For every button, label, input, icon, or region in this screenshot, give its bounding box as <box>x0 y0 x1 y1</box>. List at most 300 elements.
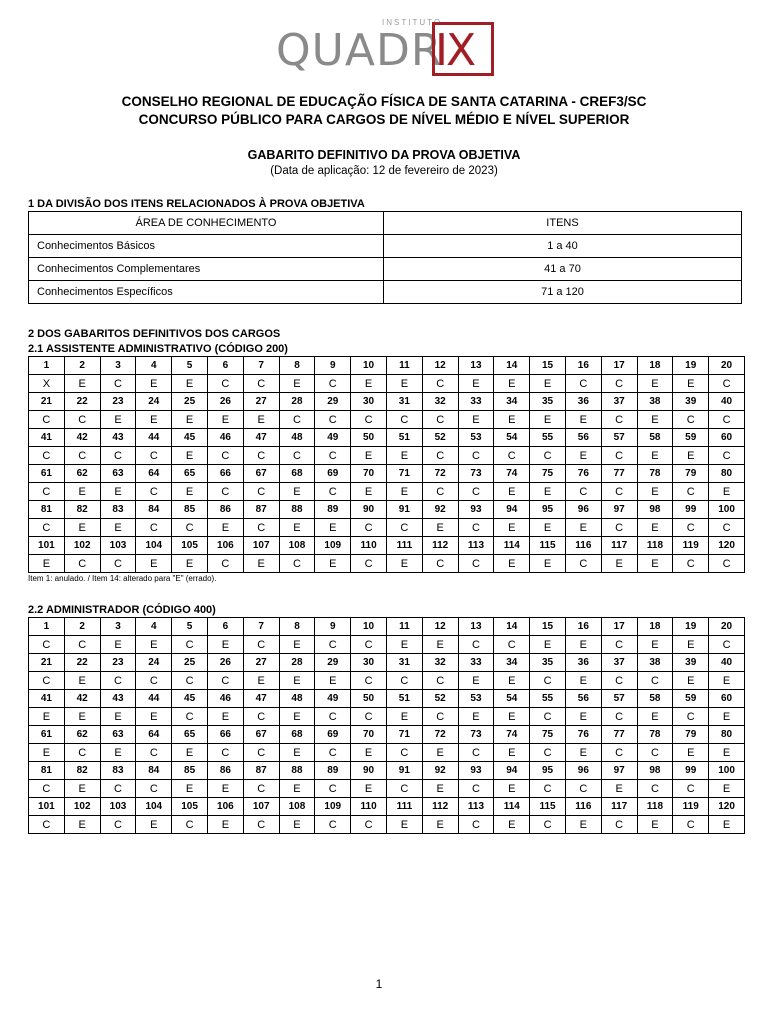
item-number: 103 <box>100 537 136 555</box>
answer-cell: E <box>530 375 566 393</box>
answer-cell: C <box>709 375 745 393</box>
answer-cell: C <box>386 411 422 429</box>
logo-quadr-text: QUADR <box>276 25 443 76</box>
answer-cell: C <box>458 816 494 834</box>
item-number: 1 <box>29 357 65 375</box>
item-number: 51 <box>386 429 422 447</box>
item-number: 3 <box>100 618 136 636</box>
item-number: 22 <box>64 654 100 672</box>
answer-cell: C <box>207 447 243 465</box>
answer-cell: E <box>673 636 709 654</box>
answer-cell: C <box>458 483 494 501</box>
answer-cell: E <box>458 672 494 690</box>
item-number: 25 <box>172 654 208 672</box>
itens-cell: 71 a 120 <box>384 281 742 304</box>
answer-cell: E <box>207 780 243 798</box>
item-number-row <box>29 393 745 411</box>
answer-cell: C <box>172 519 208 537</box>
answer-cell: E <box>458 708 494 726</box>
answer-cell: E <box>637 411 673 429</box>
item-number: 71 <box>386 465 422 483</box>
answer-cell: E <box>709 483 745 501</box>
item-number: 60 <box>709 429 745 447</box>
answer-row <box>29 519 745 537</box>
answer-cell: E <box>100 708 136 726</box>
answer-cell: E <box>29 744 65 762</box>
answer-cell: C <box>351 636 387 654</box>
answer-row <box>29 816 745 834</box>
item-number-row <box>29 501 745 519</box>
item-number: 90 <box>351 762 387 780</box>
item-number: 63 <box>100 726 136 744</box>
answer-cell: C <box>279 411 315 429</box>
item-number: 19 <box>673 618 709 636</box>
item-number: 82 <box>64 762 100 780</box>
answer-cell: C <box>100 672 136 690</box>
item-number: 105 <box>172 798 208 816</box>
answer-cell: C <box>565 375 601 393</box>
answer-cell: C <box>422 555 458 573</box>
item-number: 40 <box>709 654 745 672</box>
item-number: 66 <box>207 465 243 483</box>
answer-cell: E <box>136 411 172 429</box>
answer-cell: C <box>351 411 387 429</box>
item-number: 60 <box>709 690 745 708</box>
item-number: 13 <box>458 357 494 375</box>
area-cell: Conhecimentos Básicos <box>29 235 384 258</box>
item-number: 54 <box>494 690 530 708</box>
item-number: 5 <box>172 618 208 636</box>
item-number: 4 <box>136 618 172 636</box>
header-itens: ITENS <box>384 212 742 235</box>
item-number: 17 <box>601 618 637 636</box>
answer-cell: E <box>243 555 279 573</box>
answer-cell: C <box>601 636 637 654</box>
answer-cell: C <box>243 744 279 762</box>
answer-cell: C <box>601 744 637 762</box>
item-number: 112 <box>422 798 458 816</box>
answer-cell: E <box>601 555 637 573</box>
answer-cell: C <box>64 744 100 762</box>
item-number: 107 <box>243 798 279 816</box>
item-number: 27 <box>243 654 279 672</box>
answer-cell: C <box>458 780 494 798</box>
answer-cell: E <box>494 816 530 834</box>
answer-cell: E <box>709 816 745 834</box>
answer-cell: C <box>601 519 637 537</box>
item-number: 68 <box>279 726 315 744</box>
answer-cell: C <box>315 483 351 501</box>
answer-cell: C <box>673 519 709 537</box>
item-number: 93 <box>458 501 494 519</box>
answer-cell: C <box>172 816 208 834</box>
answer-cell: C <box>279 555 315 573</box>
table-row <box>29 258 742 281</box>
answer-cell: E <box>422 816 458 834</box>
item-number: 24 <box>136 393 172 411</box>
answer-cell: E <box>243 672 279 690</box>
item-number: 36 <box>565 654 601 672</box>
item-number: 70 <box>351 465 387 483</box>
item-number: 39 <box>673 654 709 672</box>
item-number: 104 <box>136 798 172 816</box>
itens-cell: 1 a 40 <box>384 235 742 258</box>
item-number: 62 <box>64 726 100 744</box>
answer-cell: C <box>243 636 279 654</box>
answer-cell: E <box>172 555 208 573</box>
item-number: 95 <box>530 762 566 780</box>
item-number: 50 <box>351 690 387 708</box>
answer-cell: E <box>172 780 208 798</box>
answer-cell: C <box>530 708 566 726</box>
item-number: 11 <box>386 618 422 636</box>
answer-cell: C <box>29 411 65 429</box>
quadrix-logo <box>276 18 496 76</box>
answer-cell: C <box>315 780 351 798</box>
answer-cell: C <box>565 555 601 573</box>
area-cell: Conhecimentos Específicos <box>29 281 384 304</box>
item-number: 33 <box>458 393 494 411</box>
answer-cell: C <box>29 447 65 465</box>
answer-cell: E <box>422 780 458 798</box>
item-number: 17 <box>601 357 637 375</box>
answer-cell: E <box>64 375 100 393</box>
answer-cell: E <box>530 483 566 501</box>
answer-cell: E <box>565 411 601 429</box>
answer-cell: E <box>673 672 709 690</box>
item-number: 114 <box>494 537 530 555</box>
item-number: 88 <box>279 501 315 519</box>
item-number: 15 <box>530 357 566 375</box>
answer-cell: C <box>709 411 745 429</box>
answer-cell: E <box>100 411 136 429</box>
item-number: 89 <box>315 501 351 519</box>
item-number: 44 <box>136 429 172 447</box>
answer-cell: E <box>279 375 315 393</box>
answer-cell: C <box>172 636 208 654</box>
answer-cell: C <box>136 483 172 501</box>
answer-cell: C <box>100 816 136 834</box>
item-number: 119 <box>673 798 709 816</box>
answer-cell: C <box>494 636 530 654</box>
answer-cell: E <box>494 780 530 798</box>
item-number: 118 <box>637 798 673 816</box>
answer-cell: C <box>29 636 65 654</box>
item-number: 26 <box>207 393 243 411</box>
answer-row <box>29 636 745 654</box>
item-number: 19 <box>673 357 709 375</box>
answer-cell: E <box>29 708 65 726</box>
item-number: 120 <box>709 798 745 816</box>
answer-cell: C <box>64 555 100 573</box>
item-number: 99 <box>673 762 709 780</box>
item-number: 115 <box>530 798 566 816</box>
item-number: 47 <box>243 690 279 708</box>
item-number: 48 <box>279 429 315 447</box>
item-number-row <box>29 465 745 483</box>
answer-cell: E <box>565 672 601 690</box>
answer-cell: C <box>315 411 351 429</box>
item-number: 41 <box>29 429 65 447</box>
item-number: 16 <box>565 357 601 375</box>
item-number: 13 <box>458 618 494 636</box>
item-number: 57 <box>601 429 637 447</box>
answer-row <box>29 483 745 501</box>
answer-cell: E <box>386 483 422 501</box>
answer-cell: C <box>386 744 422 762</box>
answer-row <box>29 672 745 690</box>
item-number: 14 <box>494 618 530 636</box>
answer-cell: C <box>386 519 422 537</box>
item-number: 67 <box>243 726 279 744</box>
item-number: 94 <box>494 762 530 780</box>
table-row <box>29 235 742 258</box>
answer-cell: E <box>100 483 136 501</box>
item-number: 56 <box>565 690 601 708</box>
item-number: 73 <box>458 465 494 483</box>
answer-cell: E <box>494 375 530 393</box>
item-number: 42 <box>64 429 100 447</box>
answer-cell: E <box>709 744 745 762</box>
answer-cell: E <box>494 672 530 690</box>
item-number: 102 <box>64 537 100 555</box>
cargo-1-title: 2.1 ASSISTENTE ADMINISTRATIVO (CÓDIGO 200) <box>28 343 288 355</box>
answer-cell: C <box>315 816 351 834</box>
answer-cell: C <box>601 708 637 726</box>
answer-cell: C <box>565 780 601 798</box>
knowledge-area-table <box>28 211 742 304</box>
answer-cell: C <box>422 708 458 726</box>
item-number: 7 <box>243 357 279 375</box>
item-number: 29 <box>315 654 351 672</box>
item-number: 92 <box>422 501 458 519</box>
answer-cell: C <box>351 519 387 537</box>
item-number: 31 <box>386 393 422 411</box>
item-number: 77 <box>601 726 637 744</box>
item-number: 57 <box>601 690 637 708</box>
logo-ix-text: IX <box>435 25 475 76</box>
answer-cell: C <box>243 816 279 834</box>
item-number: 39 <box>673 393 709 411</box>
item-number: 69 <box>315 726 351 744</box>
item-number: 75 <box>530 726 566 744</box>
answer-cell: E <box>637 447 673 465</box>
item-number: 18 <box>637 357 673 375</box>
item-number: 27 <box>243 393 279 411</box>
answer-cell: C <box>709 519 745 537</box>
item-number: 42 <box>64 690 100 708</box>
answer-cell: E <box>315 555 351 573</box>
item-number: 1 <box>29 618 65 636</box>
item-number: 8 <box>279 618 315 636</box>
item-number: 117 <box>601 798 637 816</box>
area-cell: Conhecimentos Complementares <box>29 258 384 281</box>
answer-row <box>29 411 745 429</box>
item-number: 35 <box>530 393 566 411</box>
header-line-1: CONSELHO REGIONAL DE EDUCAÇÃO FÍSICA DE SANTA CATARINA - CREF3/SC <box>121 94 647 109</box>
item-number: 91 <box>386 501 422 519</box>
answer-cell: E <box>565 447 601 465</box>
item-number: 119 <box>673 537 709 555</box>
item-number: 111 <box>386 537 422 555</box>
answer-cell: C <box>601 816 637 834</box>
answer-cell: C <box>207 555 243 573</box>
item-number: 97 <box>601 762 637 780</box>
answer-cell: E <box>422 636 458 654</box>
item-number: 101 <box>29 798 65 816</box>
answer-cell: E <box>637 555 673 573</box>
item-number: 49 <box>315 690 351 708</box>
answer-cell: C <box>100 780 136 798</box>
item-number: 65 <box>172 465 208 483</box>
answer-cell: E <box>386 708 422 726</box>
answer-cell: E <box>64 519 100 537</box>
item-number: 117 <box>601 537 637 555</box>
answer-cell: C <box>136 672 172 690</box>
answer-cell: C <box>601 411 637 429</box>
item-number: 108 <box>279 537 315 555</box>
answer-cell: E <box>315 519 351 537</box>
item-number: 82 <box>64 501 100 519</box>
item-number: 113 <box>458 537 494 555</box>
answer-cell: C <box>207 375 243 393</box>
answer-cell: E <box>494 411 530 429</box>
item-number: 53 <box>458 690 494 708</box>
answer-cell: E <box>601 780 637 798</box>
item-number: 43 <box>100 429 136 447</box>
item-number: 85 <box>172 501 208 519</box>
answer-cell: C <box>458 636 494 654</box>
answer-cell: E <box>172 411 208 429</box>
item-number: 77 <box>601 465 637 483</box>
item-number: 38 <box>637 654 673 672</box>
item-number: 98 <box>637 501 673 519</box>
item-number: 55 <box>530 690 566 708</box>
answer-cell: C <box>386 672 422 690</box>
answer-cell: E <box>565 519 601 537</box>
item-number: 20 <box>709 618 745 636</box>
item-number: 115 <box>530 537 566 555</box>
item-number: 92 <box>422 762 458 780</box>
item-number: 110 <box>351 798 387 816</box>
answer-cell: E <box>565 636 601 654</box>
item-number: 52 <box>422 429 458 447</box>
answer-cell: X <box>29 375 65 393</box>
item-number: 9 <box>315 357 351 375</box>
answer-cell: C <box>673 483 709 501</box>
answer-cell: C <box>422 483 458 501</box>
item-number: 51 <box>386 690 422 708</box>
answer-cell: C <box>601 672 637 690</box>
answer-cell: C <box>673 411 709 429</box>
answer-cell: C <box>315 375 351 393</box>
answer-cell: C <box>709 447 745 465</box>
answer-cell: E <box>565 744 601 762</box>
item-number: 85 <box>172 762 208 780</box>
item-number: 105 <box>172 537 208 555</box>
item-number: 21 <box>29 654 65 672</box>
item-number: 29 <box>315 393 351 411</box>
item-number-row <box>29 537 745 555</box>
answer-cell: C <box>530 816 566 834</box>
item-number: 15 <box>530 618 566 636</box>
answer-cell: C <box>315 708 351 726</box>
item-number: 64 <box>136 726 172 744</box>
answer-cell: C <box>422 447 458 465</box>
answer-cell: E <box>100 636 136 654</box>
table-row <box>29 281 742 304</box>
answer-row <box>29 447 745 465</box>
item-number: 109 <box>315 537 351 555</box>
answer-cell: C <box>709 636 745 654</box>
item-number: 113 <box>458 798 494 816</box>
answer-cell: E <box>673 744 709 762</box>
item-number-row <box>29 429 745 447</box>
answer-cell: E <box>637 708 673 726</box>
answer-cell: C <box>673 780 709 798</box>
answer-cell: E <box>136 375 172 393</box>
item-number: 40 <box>709 393 745 411</box>
answer-cell: E <box>100 519 136 537</box>
answer-cell: E <box>637 816 673 834</box>
answer-cell: C <box>243 483 279 501</box>
item-number: 80 <box>709 465 745 483</box>
item-number: 116 <box>565 798 601 816</box>
item-number-row <box>29 726 745 744</box>
answer-cell: C <box>601 375 637 393</box>
answer-row <box>29 375 745 393</box>
answer-cell: E <box>386 555 422 573</box>
item-number: 98 <box>637 762 673 780</box>
answer-cell: E <box>279 780 315 798</box>
item-number: 43 <box>100 690 136 708</box>
answer-cell: C <box>279 447 315 465</box>
answer-cell: E <box>64 672 100 690</box>
answer-cell: C <box>422 672 458 690</box>
item-number: 71 <box>386 726 422 744</box>
item-number: 25 <box>172 393 208 411</box>
answer-cell: E <box>315 672 351 690</box>
item-number-row <box>29 654 745 672</box>
answer-cell: C <box>494 447 530 465</box>
header-line-2: CONCURSO PÚBLICO PARA CARGOS DE NÍVEL MÉDIO E NÍVEL SUPERIOR <box>138 112 630 127</box>
answer-cell: C <box>136 519 172 537</box>
item-number: 111 <box>386 798 422 816</box>
answer-cell: C <box>673 555 709 573</box>
answer-cell: E <box>565 708 601 726</box>
item-number: 45 <box>172 690 208 708</box>
answer-cell: C <box>565 483 601 501</box>
item-number: 28 <box>279 393 315 411</box>
item-number: 87 <box>243 501 279 519</box>
item-number: 34 <box>494 654 530 672</box>
answer-cell: C <box>530 780 566 798</box>
item-number: 10 <box>351 618 387 636</box>
item-number: 49 <box>315 429 351 447</box>
item-number: 23 <box>100 393 136 411</box>
answer-key-table-assistente <box>28 356 745 573</box>
item-number: 100 <box>709 501 745 519</box>
item-number-row <box>29 357 745 375</box>
item-number: 107 <box>243 537 279 555</box>
answer-cell: C <box>315 636 351 654</box>
item-number: 2 <box>64 357 100 375</box>
item-number: 58 <box>637 690 673 708</box>
item-number: 41 <box>29 690 65 708</box>
answer-cell: E <box>530 519 566 537</box>
answer-cell: E <box>207 708 243 726</box>
answer-cell: C <box>207 744 243 762</box>
